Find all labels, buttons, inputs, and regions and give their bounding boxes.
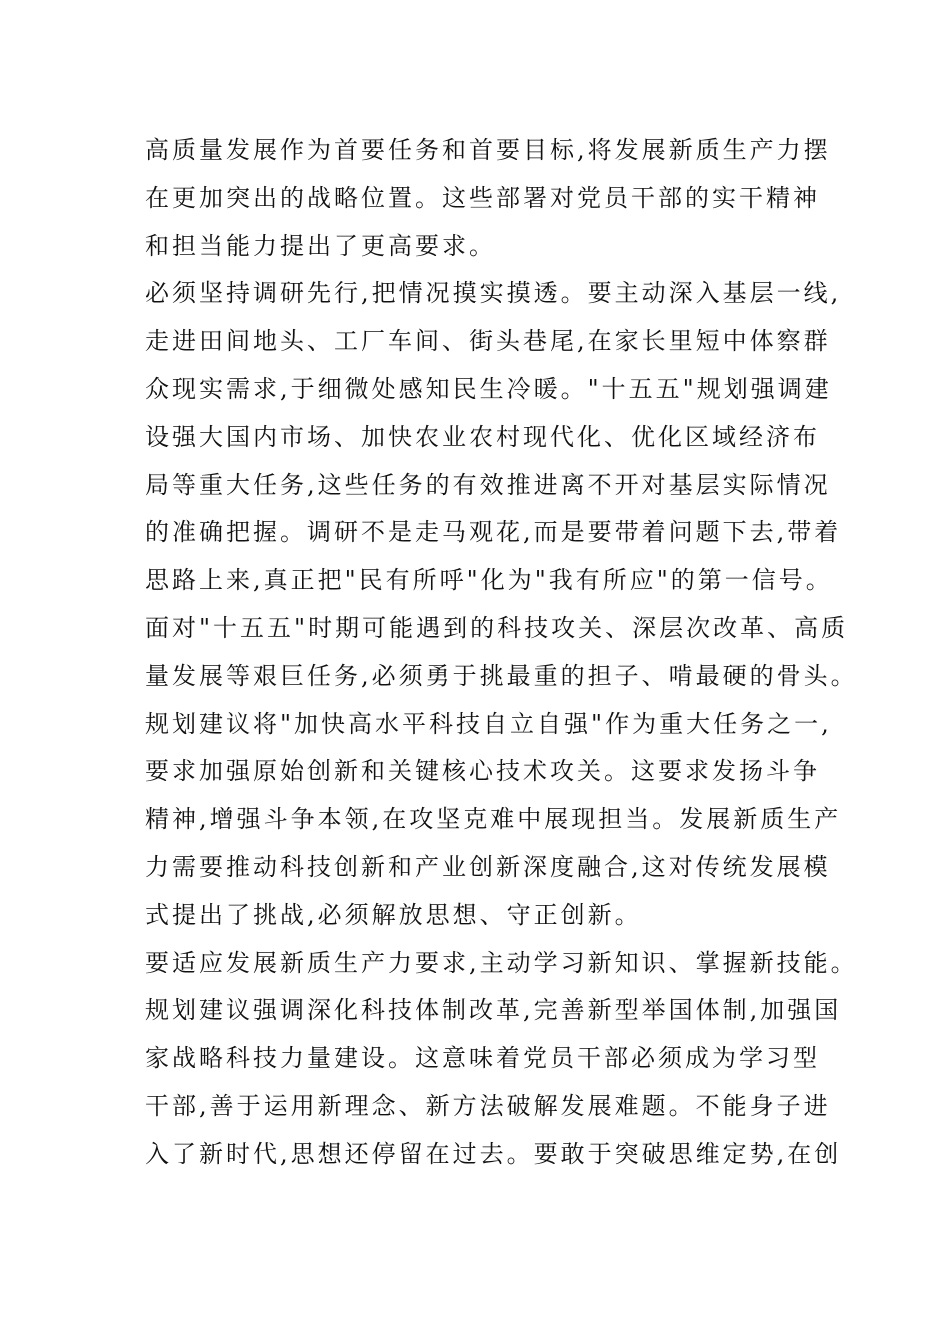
text-line: 精神,增强斗争本领,在攻坚克难中展现担当。发展新质生产 <box>145 805 842 834</box>
text-line: 干部,善于运用新理念、新方法破解发展难题。不能身子进 <box>145 1092 831 1120</box>
text-line: 面对"十五五"时期可能遇到的科技攻关、深层次改革、高质 <box>145 614 849 642</box>
text-line: 规划建议将"加快高水平科技自立自强"作为重大任务之一, <box>145 709 832 738</box>
text-line: 力需要推动科技创新和产业创新深度融合,这对传统发展模 <box>145 853 831 881</box>
text-line: 要适应发展新质生产力要求,主动学习新知识、掌握新技能。 <box>145 948 858 977</box>
text-line: 必须坚持调研先行,把情况摸实摸透。要主动深入基层一线, <box>145 279 842 308</box>
text-line: 量发展等艰巨任务,必须勇于挑最重的担子、啃最硬的骨头。 <box>145 661 858 690</box>
text-line: 思路上来,真正把"民有所呼"化为"我有所应"的第一信号。 <box>145 566 833 595</box>
text-line: 走进田间地头、工厂车间、街头巷尾,在家长里短中体察群 <box>145 327 831 356</box>
text-line: 的准确把握。调研不是走马观花,而是要带着问题下去,带着 <box>145 518 842 547</box>
text-line: 在更加突出的战略位置。这些部署对党员干部的实干精神 <box>145 183 820 212</box>
text-line: 规划建议强调深化科技体制改革,完善新型举国体制,加强国 <box>145 996 842 1025</box>
text-line: 设强大国内市场、加快农业农村现代化、优化区域经济布 <box>145 422 820 451</box>
text-line: 和担当能力提出了更高要求。 <box>145 231 496 260</box>
text-line: 家战略科技力量建设。这意味着党员干部必须成为学习型 <box>145 1044 820 1073</box>
text-line: 众现实需求,于细微处感知民生冷暖。"十五五"规划强调建 <box>145 375 832 403</box>
text-line: 要求加强原始创新和关键核心技术攻关。这要求发扬斗争 <box>145 757 820 786</box>
text-line: 式提出了挑战,必须解放思想、守正创新。 <box>145 900 642 929</box>
text-line: 高质量发展作为首要任务和首要目标,将发展新质生产力摆 <box>145 136 831 164</box>
text-line: 入了新时代,思想还停留在过去。要敢于突破思维定势,在创 <box>145 1139 842 1168</box>
text-line: 局等重大任务,这些任务的有效推进离不开对基层实际情况 <box>145 470 831 499</box>
